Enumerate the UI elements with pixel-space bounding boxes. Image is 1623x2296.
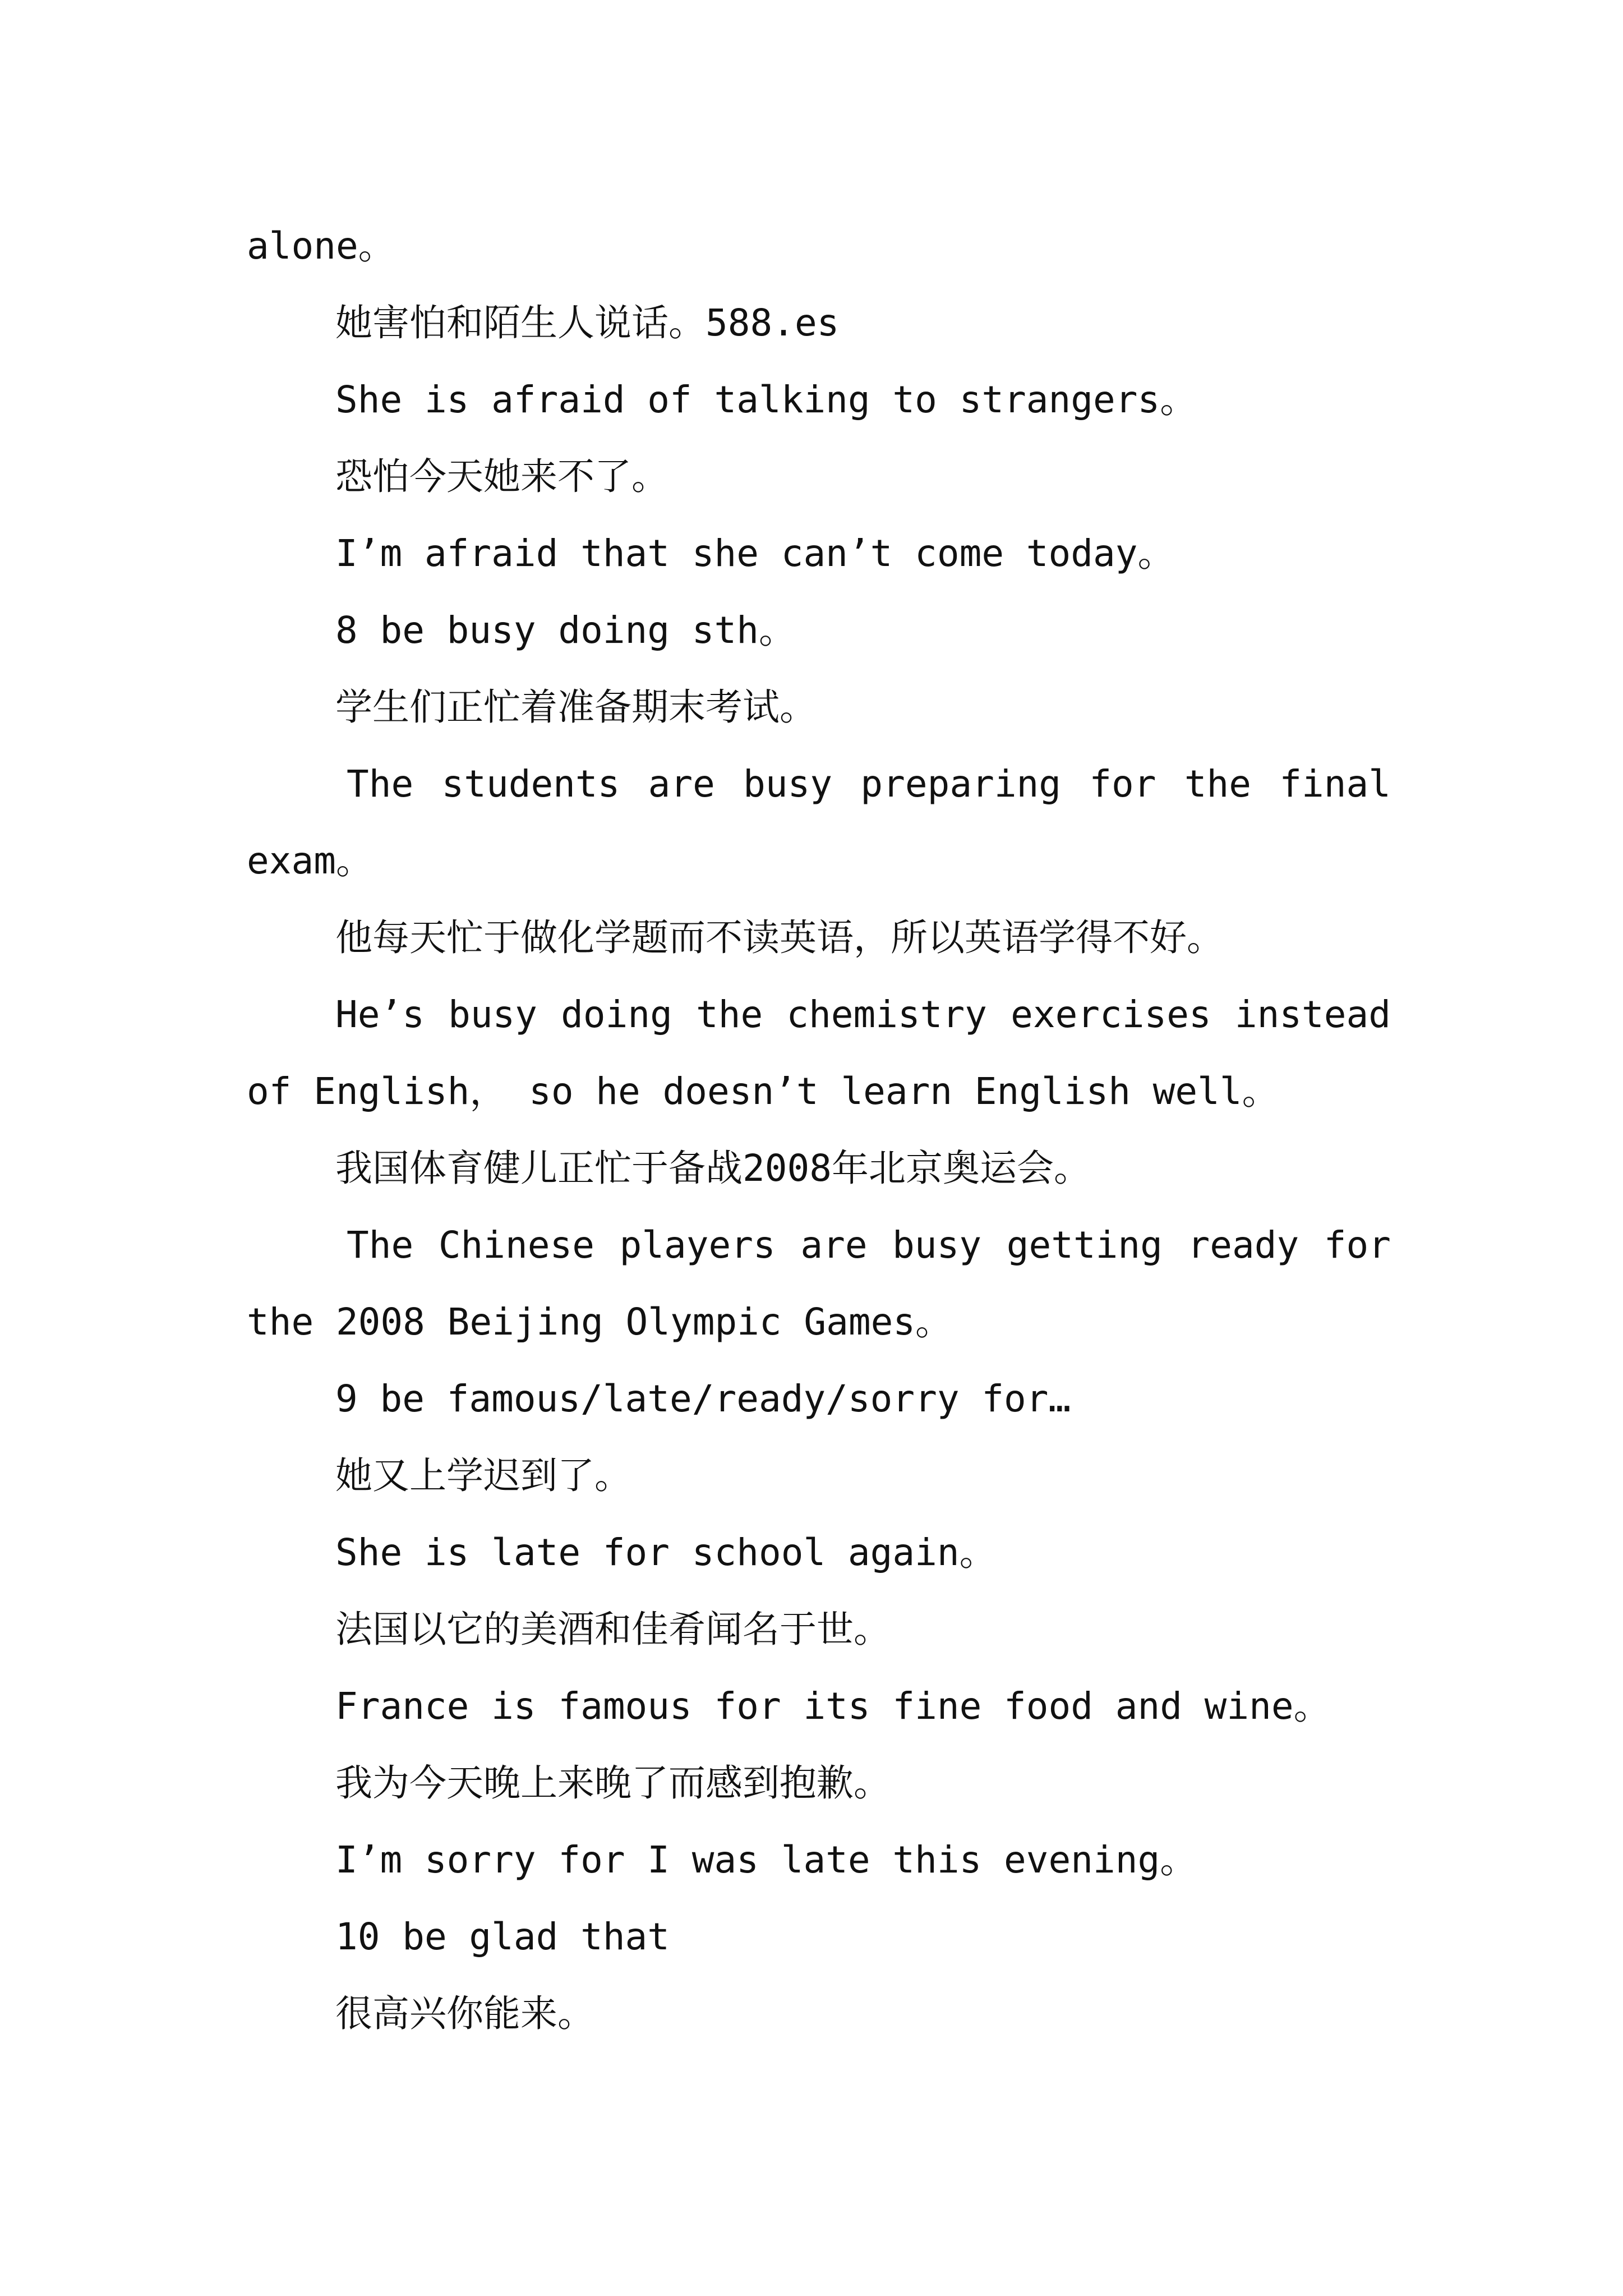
text-line-11: He’s busy doing the chemistry exercises instead [335, 993, 1391, 1036]
text-line-6: 8 be busy doing sth。 [335, 609, 796, 652]
document-body [247, 208, 1391, 2052]
text-line-10: 他每天忙于做化学题而不读英语，所以英语学得不好。 [335, 916, 1224, 959]
text-line-17: 她又上学迟到了。 [335, 1454, 631, 1497]
text-line-7: 学生们正忙着准备期末考试。 [335, 685, 817, 729]
text-line-3: She is afraid of talking to strangers。 [335, 378, 1197, 421]
text-line-16: 9 be famous/late/ready/sorry for… [335, 1377, 1071, 1420]
text-line-19: 法国以它的美酒和佳肴闻名于世。 [335, 1608, 891, 1651]
text-line-23: 10 be glad that [335, 1915, 670, 1958]
text-line-24: 很高兴你能来。 [335, 1992, 594, 2035]
text-line-18: She is late for school again。 [335, 1531, 997, 1574]
text-line-15: the 2008 Beijing Olympic Games。 [247, 1300, 953, 1343]
text-line-13: 我国体育健儿正忙于备战2008年北京奥运会。 [335, 1147, 1091, 1190]
text-line-5: I’m afraid that she can’t come today。 [335, 532, 1175, 575]
text-line-8: The students are busy preparing for the final [347, 762, 1391, 806]
text-line-21: 我为今天晚上来晚了而感到抱歉。 [335, 1761, 891, 1805]
text-line-9: exam。 [247, 839, 373, 882]
text-line-14: The Chinese players are busy getting ready for [347, 1223, 1391, 1267]
text-line-4: 恐怕今天她来不了。 [335, 455, 668, 498]
text-line-2: 她害怕和陌生人说话。588.es [335, 301, 840, 344]
text-line-20: France is famous for its fine food and wine。 [335, 1685, 1331, 1728]
text-line-1: alone。 [247, 224, 395, 268]
text-line-12: of English， so he doesn’t learn English well。 [247, 1070, 1279, 1113]
text-line-22: I’m sorry for I was late this evening。 [335, 1838, 1197, 1881]
